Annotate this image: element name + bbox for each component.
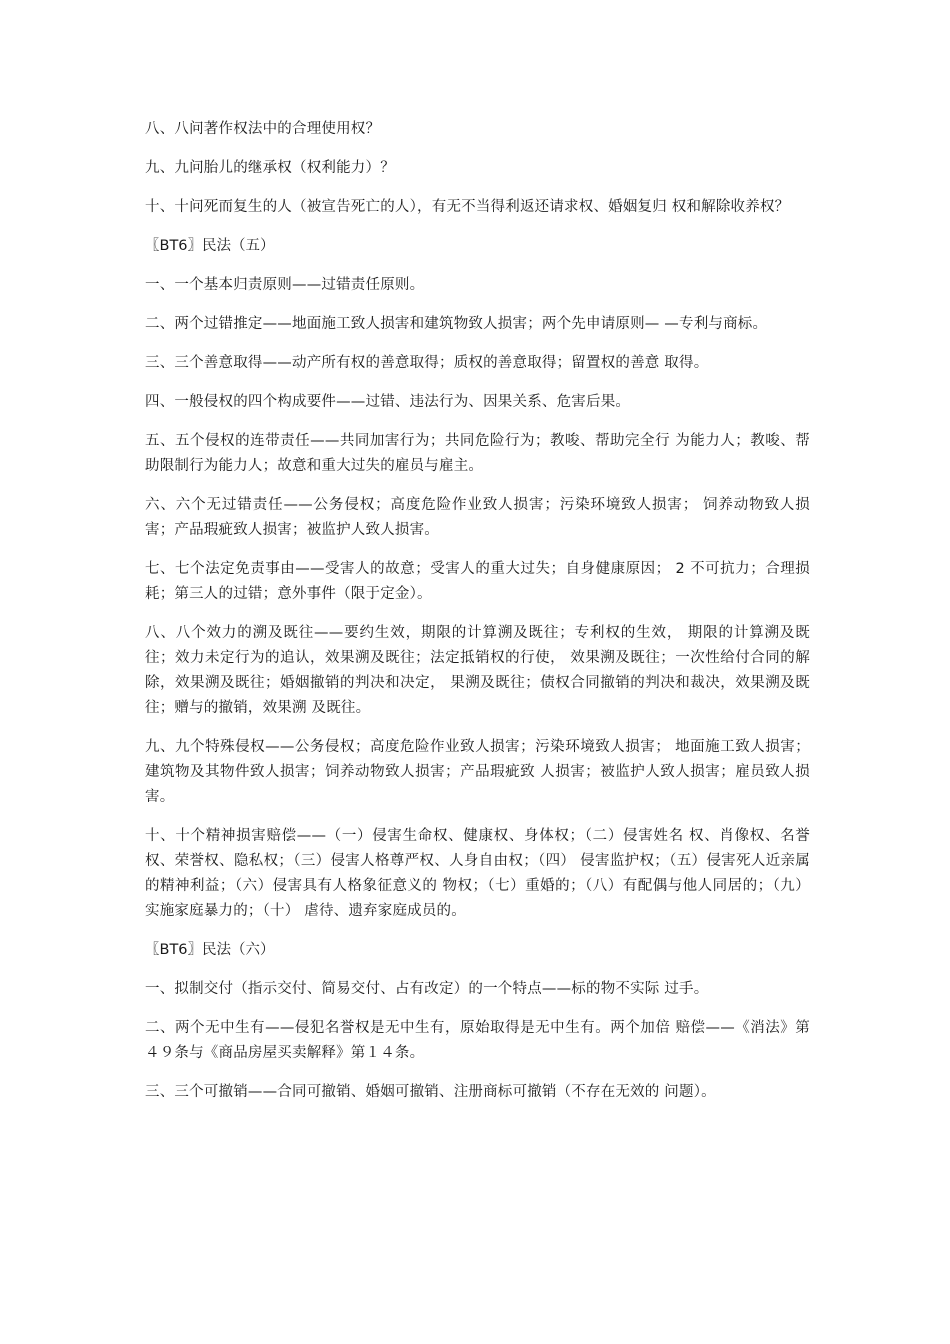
- paragraph-good-faith-acquisition: 三、三个善意取得——动产所有权的善意取得；质权的善意取得；留置权的善意 取得。: [145, 355, 709, 371]
- paragraph-revocable: 三、三个可撤销——合同可撤销、婚姻可撤销、注册商标可撤销（不存在无效的 问题）。: [145, 1084, 716, 1100]
- paragraph-special-torts: 九、九个特殊侵权——公务侵权；高度危险作业致人损害；污染环境致人损害； 地面施工致人损害；建筑物及其物件致人损害；饲养动物致人损害；产品瑕疵致 人损害；被监护人致人损害；雇员致人损害。: [145, 739, 810, 805]
- paragraph-liability-principle: 一、一个基本归责原则——过错责任原则。: [145, 277, 425, 293]
- paragraph-item-10: 十、十问死而复生的人（被宣告死亡的人），有无不当得利返还请求权、婚姻复归 权和解除收养权？: [145, 199, 790, 215]
- paragraph-constructive-delivery: 一、拟制交付（指示交付、简易交付、占有改定）的一个特点——标的物不实际 过手。: [145, 981, 709, 997]
- paragraph-mental-damages: 十、十个精神损害赔偿——（一）侵害生命权、健康权、身体权；（二）侵害姓名 权、肖像权、名誉权、荣誉权、隐私权；（三）侵害人格尊严权、人身自由权；（四） 侵害监护权；（五）侵害死人近亲属的精神利益；（六）侵害具有人格象征意义的 物权；（七）重婚的；（八）有配偶与他人同居的；（九）实施家庭暴力的；（十） 虐待、遗弃家庭成员的。: [145, 828, 810, 919]
- paragraph-retroactive-effects: 八、八个效力的溯及既往——要约生效，期限的计算溯及既往；专利权的生效， 期限的计算溯及既往；效力未定行为的追认，效果溯及既往；法定抵销权的行使， 效果溯及既往；一次性给付合同的解除，效果溯及既往；婚姻撤销的判决和决定， 果溯及既往；债权合同撤销的判决和裁决，效果溯及既往；赠与的撤销，效果溯 及既往。: [145, 625, 810, 716]
- section-heading-civil-law-6: 〖BT6〗民法（六）: [145, 942, 275, 958]
- paragraph-item-8: 八、八问著作权法中的合理使用权？: [145, 121, 381, 137]
- paragraph-joint-liability: 五、五个侵权的连带责任——共同加害行为；共同危险行为；教唆、帮助完全行 为能力人；教唆、帮助限制行为能力人；故意和重大过失的雇员与雇主。: [145, 433, 810, 474]
- paragraph-no-fault-liability: 六、六个无过错责任——公务侵权；高度危险作业致人损害；污染环境致人损害； 饲养动物致人损害；产品瑕疵致人损害；被监护人致人损害。: [145, 497, 810, 538]
- paragraph-item-9: 九、九问胎儿的继承权（权利能力）？: [145, 160, 395, 176]
- paragraph-something-from-nothing: 二、两个无中生有——侵犯名誉权是无中生有，原始取得是无中生有。两个加倍 赔偿——《消法》第４９条与《商品房屋买卖解释》第１４条。: [145, 1020, 810, 1061]
- paragraph-tort-elements: 四、一般侵权的四个构成要件——过错、违法行为、因果关系、危害后果。: [145, 394, 631, 410]
- section-heading-civil-law-5: 〖BT6〗民法（五）: [145, 238, 275, 254]
- document-body: [145, 117, 810, 1119]
- paragraph-exemption-causes: 七、七个法定免责事由——受害人的故意；受害人的重大过失；自身健康原因； 2 不可抗力；合理损耗；第三人的过错；意外事件（限于定金）。: [145, 561, 810, 602]
- paragraph-fault-presumption: 二、两个过错推定——地面施工致人损害和建筑物致人损害；两个先申请原则— —专利与商标。: [145, 316, 768, 332]
